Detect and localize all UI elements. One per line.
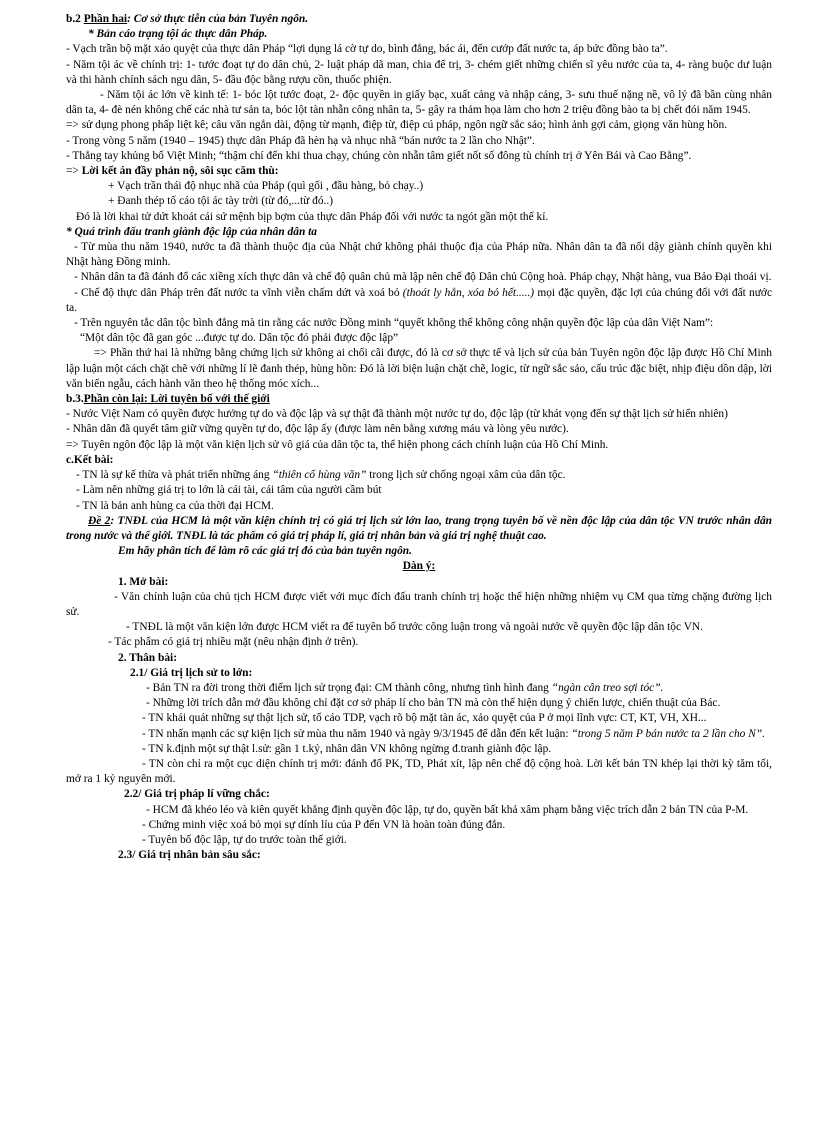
quote: “Một dân tộc đã gan góc ...được tự do. Dân tộc đó phải được độc lập” <box>80 332 399 345</box>
paragraph: - Tác phẩm có giá trị nhiều mặt (nêu nhận định ở trên). <box>108 636 359 649</box>
italic-span: “ngàn cân treo sợi tóc”. <box>551 681 664 694</box>
body-heading: 2. Thân bài: <box>118 651 177 664</box>
paragraph: - TNĐL là một văn kiện lớn được HCM viết ra để tuyên bố trước công luận trong và ngoài nước về quyền độc lập dân tộc VN. <box>126 621 703 634</box>
paragraph: => Phần thứ hai là những bằng chứng lịch sử không ai chối cãi được, đó là cơ sở thực tế và lịch sử của bản Tuyên ngôn độc lập được Hồ Chí Minh lập luận một cách chặt chẽ với những lí lẽ đanh thép, hùng hồn: Đó là lời biện luận chặt chẽ, logic, từ ngữ sắc sảo, cấu trúc đặc biệt, nhịp điệu dồn dập, lời văn biến ngẫu, cách hành văn theo hệ thống móc xích... <box>66 347 772 390</box>
verdict-text: Lời kết án đầy phản nộ, sôi sục căm thù <box>81 165 275 178</box>
intro-heading: 1. Mở bài: <box>118 575 169 588</box>
section-b3-label: Phần còn lại <box>83 393 144 406</box>
section-b2-number: b.2 <box>66 13 84 25</box>
topic-2-label: Đề 2 <box>88 514 111 527</box>
text-span: - TN nhấn mạnh các sự kiện lịch sử mùa thu năm 1940 và ngày 9/3/1945 để dẫn đến kết luận: <box>142 727 572 740</box>
paragraph <box>66 681 772 696</box>
arrow: => <box>66 165 82 178</box>
conclusion-heading: c.Kết bài: <box>66 453 114 466</box>
text-span: mọi đặc quyền, đặc lợi của chúng đối với đất nước ta. <box>66 286 773 314</box>
paragraph: - Từ mùa thu năm 1940, nước ta đã thành thuộc địa của Nhật chứ không phải thuộc địa của Pháp nữa. Nhân dân ta đã nổi dậy giành chính quyền khi Nhật hàng Đồng minh. <box>66 241 772 269</box>
paragraph: - Văn chính luận của chủ tịch HCM được viết với mục đích đấu tranh chính trị hoặc thể hiện những nhiệm vụ CM qua từng chặng đường lịch sử. <box>66 590 772 618</box>
paragraph <box>66 286 772 316</box>
colon: : <box>274 165 279 178</box>
paragraph: - Chứng minh việc xoá bỏ mọi sự dính líu của P đến VN là hoàn toàn đúng đắn. <box>142 818 506 831</box>
section-b3-title: : Lời tuyên bố với thế giới <box>143 393 270 406</box>
paragraph: Đó là lời khai tử dứt khoát cái sứ mệnh bịp bợm của thực dân Pháp đối với nước ta ngót gần một thế kỉ. <box>76 210 549 223</box>
indictment-subheading: * Bản cáo trạng tội ác thực dân Pháp. <box>88 28 268 41</box>
section-b2-heading <box>66 12 772 27</box>
paragraph: - TN còn chỉ ra một cục diện chính trị mới: đánh đổ PK, TD, Phát xít, lập nên chế độ cộng hoà. Lời kết bản TN khép lại thời kỳ tăm tối, mở ra 1 kỷ nguyên mới. <box>66 757 772 786</box>
outline-heading: Dàn ý: <box>402 560 436 573</box>
paragraph: - TN là bản anh hùng ca của thời đại HCM. <box>76 499 274 512</box>
italic-span: (thoát ly hẳn, xóa bỏ hết.....) <box>402 286 535 299</box>
paragraph: - TN khái quát những sự thật lịch sử, tố cáo TDP, vạch rõ bộ mặt tàn ác, xảo quyệt của P ở mọi lĩnh vực: CT, KT, VH, XH... <box>142 712 707 725</box>
section-b3-heading <box>66 392 772 407</box>
italic-span: “trong 5 năm P bán nước ta 2 lần cho N”. <box>571 727 765 740</box>
document-page <box>66 12 772 863</box>
text-span: - Bản TN ra đời trong thời điểm lịch sử trọng đại: CM thành công, nhưng tình hình đang <box>146 681 552 694</box>
section-b2-title: : Cơ sở thực tiễn của bản Tuyên ngôn. <box>127 13 309 25</box>
topic-2-text: : TNĐL của HCM là một văn kiện chính trị có giá trị lịch sử lớn lao, trang trọng tuyên bố về nền độc lập của dân tộc VN trước nhân dân trong nước và thế giới. TNĐL là tác phẩm có giá trị pháp lí, giá trị nhân bản và giá trị nghệ thuật cao. <box>66 514 773 542</box>
paragraph: - Vạch trần bộ mặt xảo quyệt của thực dân Pháp “lợi dụng lá cờ tự do, bình đẳng, bác ái, đến cướp đất nước ta, áp bức đồng bào ta”. <box>66 43 668 56</box>
paragraph: - Tuyên bố độc lập, tự do trước toàn thế giới. <box>142 833 347 846</box>
paragraph: - Thẳng tay khủng bố Việt Minh; “thậm chí đến khi thua chạy, chúng còn nhẫn tâm giết nốt số đông tù chính trị ở Yên Bái và Cao Bằng”. <box>66 149 692 162</box>
task-statement: Em hãy phân tích để làm rõ các giá trị đó của bản tuyên ngôn. <box>118 545 412 558</box>
paragraph: - Trong vòng 5 năm (1940 – 1945) thực dân Pháp đã hèn hạ và nhục nhã “bán nước ta 2 lần cho Nhật”. <box>66 134 535 147</box>
paragraph: - Những lời trích dẫn mở đầu không chỉ đặt cơ sở pháp lí cho bản TN mà còn thể hiện dụng ý chiến lược, chiến thuật của Bác. <box>146 697 721 710</box>
paragraph: - Nhân dân ta đã đánh đổ các xiềng xích thực dân và chế độ quân chủ mà lập nên chế độ Dân chủ Cộng hoà. Pháp chạy, Nhật hàng, vua Bảo Đại thoái vị. <box>74 271 772 284</box>
section-b2-label: Phần hai <box>83 13 128 25</box>
text-span: - Chế độ thực dân Pháp trên đất nước ta vĩnh viễn chấm dứt và xoá bỏ <box>74 286 403 299</box>
paragraph: => Tuyên ngôn độc lập là một văn kiện lịch sử vô giá của dân tộc ta, thể hiện phong cách chính luận của Hồ Chí Minh. <box>66 438 609 451</box>
paragraph: - TN k.định một sự thật l.sử: gần 1 t.kỷ, nhân dân VN không ngừng đ.tranh giành độc lập. <box>142 742 552 755</box>
paragraph: - Làm nên những giá trị to lớn là cái tài, cái tâm của người cầm bút <box>76 484 382 497</box>
italic-span: “thiên cổ hùng văn” <box>272 469 367 482</box>
value-1-heading: 2.1/ Giá trị lịch sử to lớn: <box>130 666 253 679</box>
paragraph: - Năm tội ác về chính trị: 1- tước đoạt tự do dân chủ, 2- luật pháp dã man, chia để trị, 3- chém giết những chiến sĩ yêu nước của ta, 4- ràng buộc dư luận và thi hành chính sách ngu dân, 5- đầu độc bằng rượu cồn, thuốc phiện. <box>66 58 772 86</box>
paragraph <box>66 468 772 483</box>
topic-2 <box>66 514 772 544</box>
paragraph: - Trên nguyên tắc dân tộc bình đẳng mà tin rằng các nước Đồng minh “quyết không thể không công nhận quyền độc lập của dân Việt Nam”: <box>74 317 714 330</box>
bullet-item: + Vạch trần thái độ nhục nhã của Pháp (quì gối , đầu hàng, bỏ chạy..) <box>108 180 424 193</box>
paragraph: - Nước Việt Nam có quyền được hưởng tự do và độc lập và sự thật đã thành một nước tự do, độc lập (từ khát vọng đến sự thật lịch sử hiển nhiên) <box>66 408 728 421</box>
paragraph: - Nhân dân đã quyết tâm giữ vững quyền tự do, độc lập ấy (được làm nên bằng xương máu và lòng yêu nước). <box>66 423 569 436</box>
text-span: - TN là sự kế thừa và phát triển những áng <box>76 469 273 482</box>
value-3-heading: 2.3/ Giá trị nhân bản sâu sắc: <box>118 849 261 862</box>
struggle-subheading: * Quá trình đấu tranh giành độc lập của nhân dân ta <box>66 225 317 238</box>
paragraph <box>66 727 772 742</box>
section-b3-number: b.3. <box>66 393 84 406</box>
paragraph: => sử dụng phong phấp liệt kê; câu văn ngắn dài, động từ mạnh, điệp từ, điệp cú pháp, ngôn ngữ sắc sảo; hình ảnh gợi cảm, giọng văn hùng hồn. <box>66 119 728 132</box>
value-2-heading: 2.2/ Giá trị pháp lí vững chắc: <box>124 788 270 801</box>
paragraph: - Năm tội ác lớn về kinh tế: 1- bóc lột tước đoạt, 2- độc quyền in giấy bạc, xuất cảng và nhập cảng, 3- sưu thuế nặng nề, vô lý đã bần cùng nhân dân ta, 4- đè nén không chế các nhà tư sản ta, bóc lột tàn nhẫn công nhân ta, 5- gây ra thảm họa làm cho hơn 2 triệu đồng bào ta bị chết đói năm 1945. <box>66 89 772 117</box>
text-span: trong lịch sử chống ngoại xâm của dân tộc. <box>366 469 566 482</box>
bullet-item: + Đanh thép tố cáo tội ác tày trời (từ đó,...từ đó..) <box>108 195 334 208</box>
verdict-line <box>66 164 772 179</box>
paragraph: - HCM đã khéo léo và kiên quyết khẳng định quyền độc lập, tự do, quyền bất khả xâm phạm bằng việc trích dẫn 2 bản TN của P-M. <box>146 803 749 816</box>
